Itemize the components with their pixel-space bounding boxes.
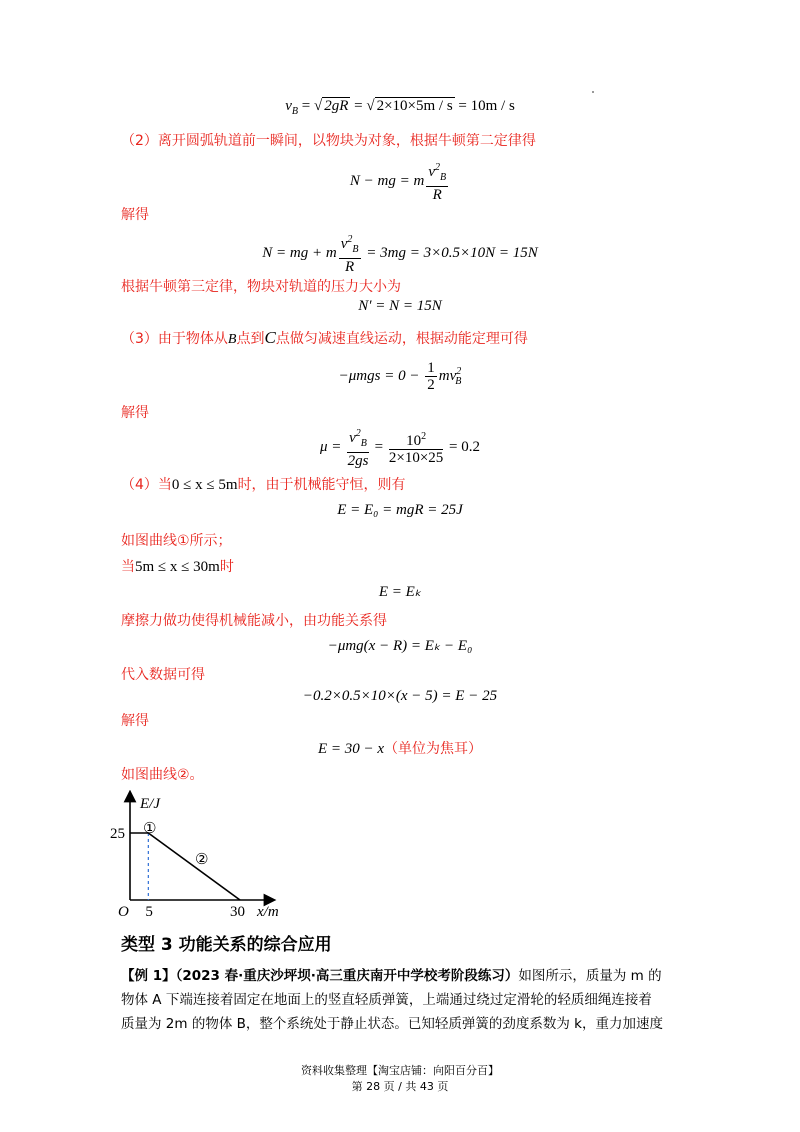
jiede-1: 解得 [121, 207, 149, 223]
curve-2-label: ② [195, 850, 209, 868]
equation-final: E = 30 − x（单位为焦耳） [317, 741, 483, 757]
step3-text: （3）由于物体从B点到C点做匀减速直线运动，根据动能定理可得 [121, 328, 528, 347]
equation-newton2: N − mg = m $\frac{v^2_B}{R}$ [349, 162, 447, 203]
example-line-2: 物体 A 下端连接着固定在地面上的竖直轻质弹簧，上端通过绕过定滑轮的轻质细绳连接着 [121, 992, 652, 1008]
friction-text: 摩擦力做功使得机械能减小，由功能关系得 [121, 613, 387, 629]
equation-reaction: N′ = N = 15N [358, 298, 442, 314]
speck [592, 91, 594, 93]
x-tick-5: 5 [145, 904, 153, 920]
x-tick-30: 30 [230, 904, 245, 920]
footer-source: 资料收集整理【淘宝店铺：向阳百分百】 [301, 1064, 499, 1077]
curve2-text: 如图曲线②。 [121, 767, 204, 783]
equation-work-energy: −μmgs = 0 − $\frac{1}{2}$ $mv^2_B$ [338, 360, 462, 393]
equation-mu: μ = $\frac{v^2_B}{2gs}$ = $\frac{10^2}{2\times 10\times 25}$ = 0.2 [319, 428, 481, 469]
y-axis-label: E/J [140, 796, 160, 812]
jiede-2: 解得 [121, 405, 149, 421]
equation-vb: $v_B$ = √ 2gR = √ 2×10×5m / s = 10m / s [285, 98, 515, 117]
example-line-1: 【例 1】（2023 春·重庆沙坪坝·高三重庆南开中学校考阶段练习）如图所示，质量为 m 的 [121, 968, 662, 984]
equation-friction-work: −μmg(x − R) = Eₖ − E₀ [327, 638, 473, 654]
curve1-text: 如图曲线①所示； [121, 533, 232, 549]
equation-e0: E = E₀ = mgR = 25J [337, 502, 463, 518]
example-paragraph [121, 964, 681, 1036]
equation-substituted: −0.2×0.5×10×(x − 5) = E − 25 [302, 688, 498, 704]
energy-position-chart [110, 790, 290, 922]
example-line-3: 质量为 2m 的物体 B，整个系统处于静止状态。已知轻质弹簧的劲度系数为 k，重力加速度 [121, 1016, 663, 1032]
when-text: 当5m ≤ x ≤ 30m时 [121, 559, 234, 575]
curve-1-label: ① [143, 819, 157, 837]
x-axis-label: x/m [257, 904, 279, 920]
equation-normal-force: N = mg + m $\frac{v^2_B}{R}$ = 3mg = 3×0.5×10N = 15N [262, 234, 538, 275]
newton3-text: 根据牛顿第三定律，物块对轨道的压力大小为 [121, 279, 401, 295]
step4-text: （4）当0 ≤ x ≤ 5m时，由于机械能守恒，则有 [121, 477, 406, 493]
origin-label: O [118, 904, 129, 920]
section-title: 类型 3 功能关系的综合应用 [121, 935, 332, 955]
y-tick-25: 25 [110, 826, 125, 842]
jiede-3: 解得 [121, 713, 149, 729]
footer-page-number: 第 28 页 / 共 43 页 [351, 1080, 449, 1093]
substitute-text: 代入数据可得 [121, 667, 205, 683]
equation-ek: E = Eₖ [378, 584, 422, 600]
step2-text: （2）离开圆弧轨道前一瞬间，以物块为对象，根据牛顿第二定律得 [121, 133, 536, 149]
